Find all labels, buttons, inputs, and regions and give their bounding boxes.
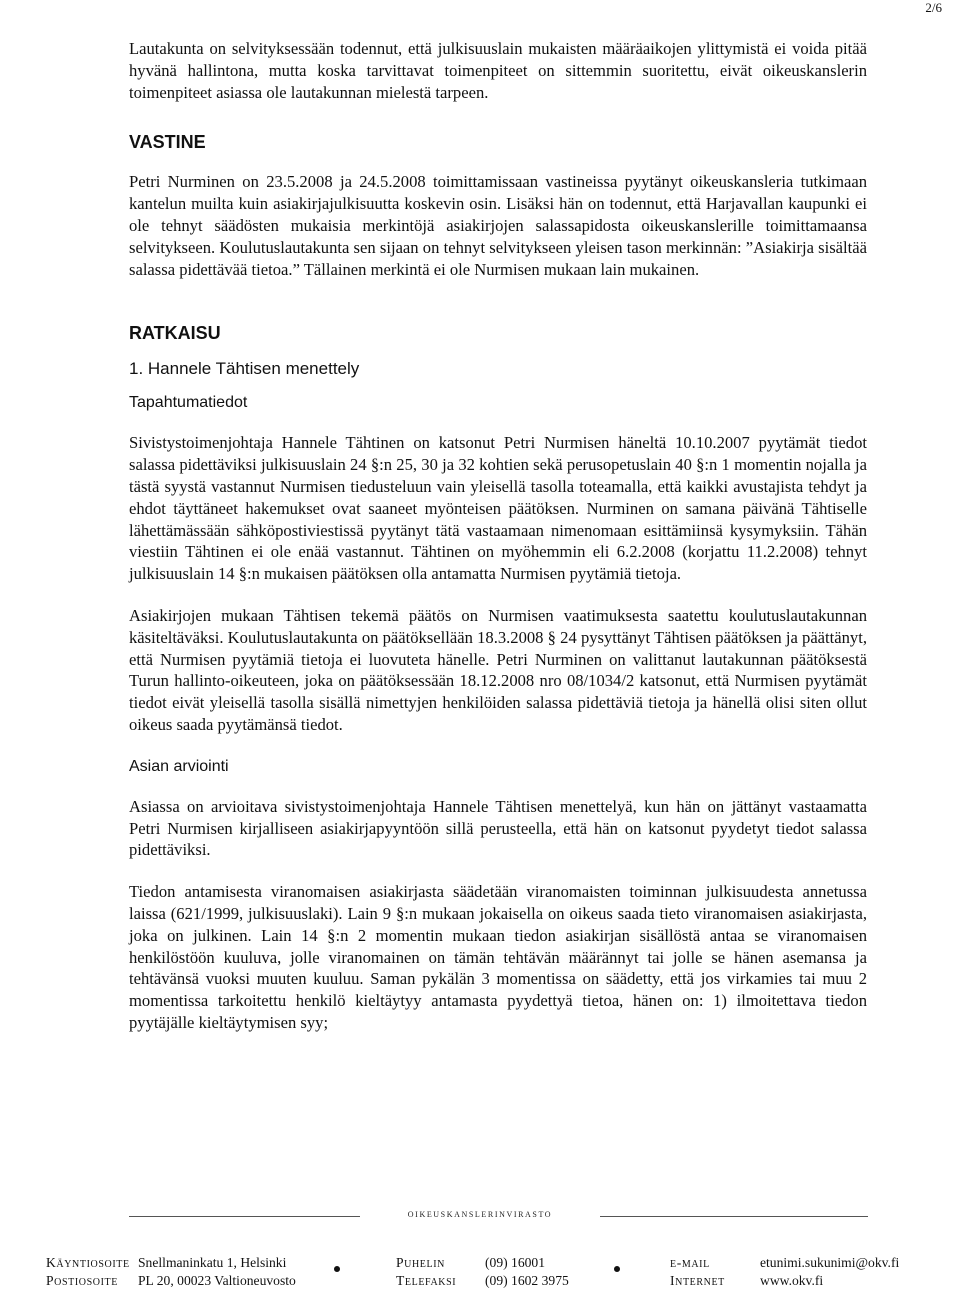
page-footer: [0, 1208, 960, 1291]
vastine-paragraph: Petri Nurminen on 23.5.2008 ja 24.5.2008 toimittamissaan vastineissa pyytänyt oikeuskansleria tutkimaan kantelun muilta kuin asiakirjajulkisuutta koskevin osin. Lisäksi hän on todennut, että Harjavallan kaupunki ei ole tehnyt säädösten mukaisia merkintöjä asiakirjojen salassapidosta oikeuskanslerille toimittamaansa selvitykseen. Koulutuslautakunta sen sijaan on tehnyt selvitykseen yleisen tason merkinnän: ”Asiakirja sisältää salassa pidettävää tietoa.” Tällainen merkintä ei ole Nurmisen mukaan lain mukainen.: [129, 172, 867, 279]
footer-divider-left: [129, 1216, 360, 1217]
heading-vastine: VASTINE: [129, 132, 206, 153]
footer-contact-labels: [670, 1254, 725, 1289]
footer-separator-dot: [614, 1266, 620, 1272]
heading-ratkaisu: RATKAISU: [129, 323, 221, 344]
footer-phone-label: Puhelin: [396, 1255, 445, 1270]
heading-tapahtumatiedot: Tapahtumatiedot: [129, 394, 248, 412]
page-number: 2/6: [925, 0, 942, 15]
footer-post-value: PL 20, 00023 Valtioneuvosto: [138, 1272, 296, 1288]
tapahtumat-paragraph-2: Asiakirjojen mukaan Tähtisen tekemä päätös on Nurmisen vaatimuksesta saatettu koulutuslautakunnan käsiteltäväksi. Koulutuslautakunta on päätöksellään 18.3.2008 § 24 pysyttänyt Tähtisen päätöksen ja päättänyt, että Nurmisen pyytämiä tietoja ei luovuteta hänelle. Petri Nurminen on valittanut lautakunnan päätöksestä Turun hallinto-oikeuteen, joka on päätöksessään 18.12.2008 nro 08/1034/2 katsonut, että Nurmisen pyytämät tiedot eivät yleisellä tasolla sisällä nimettyjen henkilöiden salassa pidettäviä tietoja ja hänellä olisi siten ollut oikeus saada pyytämänsä tiedot.: [129, 605, 867, 734]
footer-separator-dot: [334, 1266, 340, 1272]
arviointi-paragraph-2: Tiedon antamisesta viranomaisen asiakirjasta säädetään viranomaisten toiminnan julkisuudesta annetussa laissa (621/1999, julkisuuslaki). Lain 9 §:n mukaan jokaisella on oikeus saada tieto viranomaisen asiakirjasta, joka on julkinen. Lain 14 §:n 2 momentin mukaan tiedon asiakirjan sisällöstä antaa se viranomaisen henkilöstöön kuuluva, jolle viranomainen on tämän tehtävän määrännyt tai jolle se hänen asemansa ja tehtävänsä vuoksi muuten kuuluu. Saman pykälän 3 momentissa on säädetty, että jos virkamies tai muu 2 momentissa tarkoitettu henkilö kieltäytyy antamasta pyydettyä tietoa, hänen on: 1) ilmoitettava tiedon pyytäjälle kieltäytymisen syy;: [129, 882, 867, 1032]
document-body: [129, 38, 867, 1034]
footer-visit-label: Käyntiosoite: [46, 1255, 130, 1270]
footer-internet-label: Internet: [670, 1272, 725, 1288]
footer-contact-values: [760, 1254, 899, 1289]
footer-fax-label: Telefaksi: [396, 1272, 457, 1288]
footer-address-labels: [46, 1254, 130, 1289]
tapahtumat-paragraph-1: Sivistystoimenjohtaja Hannele Tähtinen on katsonut Petri Nurmisen häneltä 10.10.2007 pyytämät tiedot salassa pidettäviksi julkisuuslain 24 §:n 25, 30 ja 32 kohtien sekä perusopetuslain 40 §:n 1 momentin nojalla ja tästä syystä vastannut Nurmisen tiedusteluun vain yleisellä tasolla toteamalla, että kaikki avustajista tehdyt ja ehdot täyttäneet hakemukset ovat saaneet myönteisen päätöksen. Nurminen on samana päivänä Tähtiselle lähettämässään sähköpostiviestissä pyytänyt tätä vastaamaan nimenomaan esittämiinsä kysymyksiin. Tähän viestiin Tähtinen ei ole enää vastannut. Tähtinen on myöhemmin eli 6.2.2008 (korjattu 11.2.2008) tehnyt julkisuuslain 14 §:n mukaisen päätöksen olla antamatta Nurmisen pyytämiä tietoja.: [129, 433, 867, 584]
footer-email-link[interactable]: etunimi.sukunimi@okv.fi: [760, 1255, 900, 1270]
heading-section-1: 1. Hannele Tähtisen menettely: [129, 359, 360, 379]
footer-email-label: e-mail: [670, 1255, 710, 1270]
footer-fax-value: (09) 1602 3975: [485, 1272, 569, 1288]
footer-organization: oikeuskanslerinvirasto: [407, 1208, 553, 1220]
footer-divider-right: [600, 1216, 868, 1217]
footer-address-values: [138, 1254, 296, 1289]
arviointi-paragraph-1: Asiassa on arvioitava sivistystoimenjohtaja Hannele Tähtisen menettelyä, kun hän on jättänyt vastaamatta Petri Nurmisen kirjalliseen asiakirjapyyntöön sillä perusteella, että hän on katsonut pyydetyt tiedot salassa pidettäviksi.: [129, 796, 867, 860]
footer-visit-value: Snellmaninkatu 1, Helsinki: [138, 1255, 287, 1270]
footer-website-link[interactable]: www.okv.fi: [760, 1272, 824, 1288]
heading-asian-arviointi: Asian arviointi: [129, 757, 229, 775]
footer-phone-value: (09) 16001: [485, 1255, 546, 1270]
footer-phone-labels: [396, 1254, 456, 1289]
footer-phone-values: [485, 1254, 569, 1289]
intro-paragraph: Lautakunta on selvityksessään todennut, että julkisuuslain mukaisten määräaikojen ylittymistä ei voida pitää hyvänä hallintona, mutta koska tarvittavat toimenpiteet on sittemmin suoritettu, eivät oikeuskanslerin toimenpiteet asiassa ole lautakunnan mielestä tarpeen.: [129, 39, 867, 102]
footer-post-label: Postiosoite: [46, 1272, 118, 1288]
